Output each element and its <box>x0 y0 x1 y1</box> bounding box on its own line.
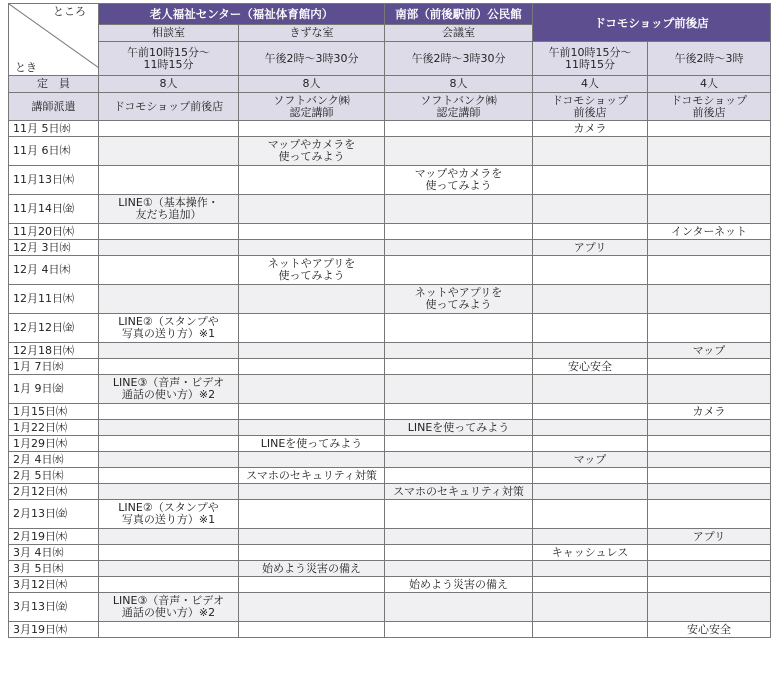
empty-cell <box>239 375 385 404</box>
empty-cell <box>533 593 648 622</box>
empty-cell <box>648 166 771 195</box>
empty-cell <box>533 166 648 195</box>
empty-cell <box>648 468 771 484</box>
empty-cell <box>533 420 648 436</box>
lecturer-name: ドコモショップ前後店 <box>99 93 239 121</box>
empty-cell <box>239 500 385 529</box>
room-header: 相談室 <box>99 25 239 42</box>
empty-cell <box>385 224 533 240</box>
room-header: きずな室 <box>239 25 385 42</box>
session-time: 午前10時15分～ 11時15分 <box>99 42 239 76</box>
empty-cell <box>385 256 533 285</box>
table-row <box>9 195 771 224</box>
empty-cell <box>385 375 533 404</box>
table-row <box>9 593 771 622</box>
date-cell: 2月13日㈮ <box>9 500 99 529</box>
session-time: 午後2時～3時30分 <box>239 42 385 76</box>
empty-cell <box>99 137 239 166</box>
empty-cell <box>99 452 239 468</box>
empty-cell <box>533 314 648 343</box>
empty-cell <box>533 256 648 285</box>
empty-cell <box>385 593 533 622</box>
empty-cell <box>239 593 385 622</box>
empty-cell <box>385 622 533 638</box>
lecturer-name: ドコモショップ 前後店 <box>648 93 771 121</box>
class-topic: LINEを使ってみよう <box>239 436 385 452</box>
empty-cell <box>533 137 648 166</box>
date-cell: 12月12日㈮ <box>9 314 99 343</box>
empty-cell <box>648 359 771 375</box>
empty-cell <box>385 436 533 452</box>
empty-cell <box>239 359 385 375</box>
date-cell: 11月13日㈭ <box>9 166 99 195</box>
corner-place-label: ところ <box>53 5 86 18</box>
class-topic: LINE②（スタンプや 写真の送り方）※1 <box>99 500 239 529</box>
empty-cell <box>385 545 533 561</box>
date-cell: 3月13日㈮ <box>9 593 99 622</box>
class-topic: スマホのセキュリティ対策 <box>385 484 533 500</box>
empty-cell <box>99 561 239 577</box>
date-cell: 2月19日㈭ <box>9 529 99 545</box>
table-row <box>9 375 771 404</box>
date-cell: 1月15日㈭ <box>9 404 99 420</box>
table-row <box>9 256 771 285</box>
empty-cell <box>385 343 533 359</box>
empty-cell <box>239 545 385 561</box>
empty-cell <box>648 195 771 224</box>
date-cell: 12月18日㈭ <box>9 343 99 359</box>
empty-cell <box>239 343 385 359</box>
table-row <box>9 468 771 484</box>
empty-cell <box>385 121 533 137</box>
table-row <box>9 285 771 314</box>
empty-cell <box>533 529 648 545</box>
empty-cell <box>648 577 771 593</box>
empty-cell <box>648 436 771 452</box>
table-row <box>9 622 771 638</box>
empty-cell <box>385 452 533 468</box>
empty-cell <box>385 137 533 166</box>
table-row <box>9 343 771 359</box>
empty-cell <box>239 166 385 195</box>
empty-cell <box>239 240 385 256</box>
empty-cell <box>648 420 771 436</box>
empty-cell <box>533 224 648 240</box>
empty-cell <box>239 224 385 240</box>
empty-cell <box>239 404 385 420</box>
table-row <box>9 121 771 137</box>
empty-cell <box>99 343 239 359</box>
date-cell: 1月 9日㈮ <box>9 375 99 404</box>
capacity-label: 定 員 <box>9 76 99 93</box>
class-topic: LINE①（基本操作・ 友だち追加） <box>99 195 239 224</box>
capacity-value: 4人 <box>533 76 648 93</box>
class-topic: マップ <box>648 343 771 359</box>
empty-cell <box>648 452 771 468</box>
table-corner-header <box>9 4 99 76</box>
table-row <box>9 314 771 343</box>
empty-cell <box>99 577 239 593</box>
empty-cell <box>648 375 771 404</box>
empty-cell <box>99 420 239 436</box>
date-cell: 11月14日㈮ <box>9 195 99 224</box>
empty-cell <box>99 484 239 500</box>
venue-header-south-hall: 南部（前後駅前）公民館 <box>385 4 533 25</box>
table-row <box>9 240 771 256</box>
class-topic: スマホのセキュリティ対策 <box>239 468 385 484</box>
empty-cell <box>648 561 771 577</box>
date-cell: 1月 7日㈬ <box>9 359 99 375</box>
table-row <box>9 137 771 166</box>
empty-cell <box>385 500 533 529</box>
capacity-value: 8人 <box>99 76 239 93</box>
class-topic: 安心安全 <box>648 622 771 638</box>
empty-cell <box>648 484 771 500</box>
empty-cell <box>533 195 648 224</box>
capacity-value: 8人 <box>385 76 533 93</box>
date-cell: 11月 5日㈬ <box>9 121 99 137</box>
empty-cell <box>533 561 648 577</box>
empty-cell <box>533 500 648 529</box>
empty-cell <box>648 314 771 343</box>
empty-cell <box>385 561 533 577</box>
empty-cell <box>99 468 239 484</box>
empty-cell <box>239 452 385 468</box>
class-topic: ネットやアプリを 使ってみよう <box>385 285 533 314</box>
empty-cell <box>533 484 648 500</box>
date-cell: 2月 5日㈭ <box>9 468 99 484</box>
date-cell: 3月19日㈭ <box>9 622 99 638</box>
empty-cell <box>533 285 648 314</box>
date-cell: 1月29日㈭ <box>9 436 99 452</box>
empty-cell <box>385 529 533 545</box>
capacity-value: 8人 <box>239 76 385 93</box>
empty-cell <box>239 622 385 638</box>
empty-cell <box>648 545 771 561</box>
empty-cell <box>648 500 771 529</box>
class-topic: マップやカメラを 使ってみよう <box>239 137 385 166</box>
capacity-value: 4人 <box>648 76 771 93</box>
table-row <box>9 577 771 593</box>
empty-cell <box>239 577 385 593</box>
class-topic: マップ <box>533 452 648 468</box>
empty-cell <box>239 484 385 500</box>
class-topic: 始めよう災害の備え <box>239 561 385 577</box>
corner-time-label: とき <box>15 61 37 74</box>
class-topic: LINE②（スタンプや 写真の送り方）※1 <box>99 314 239 343</box>
empty-cell <box>648 121 771 137</box>
class-topic: アプリ <box>648 529 771 545</box>
lecturer-name: ドコモショップ 前後店 <box>533 93 648 121</box>
empty-cell <box>648 285 771 314</box>
lecturer-label: 講師派遣 <box>9 93 99 121</box>
table-row <box>9 484 771 500</box>
class-topic: マップやカメラを 使ってみよう <box>385 166 533 195</box>
empty-cell <box>385 359 533 375</box>
empty-cell <box>533 577 648 593</box>
date-cell: 2月12日㈭ <box>9 484 99 500</box>
venue-header-docomo-shop: ドコモショップ前後店 <box>533 4 771 42</box>
room-header: 会議室 <box>385 25 533 42</box>
empty-cell <box>648 256 771 285</box>
empty-cell <box>99 529 239 545</box>
empty-cell <box>239 195 385 224</box>
table-row <box>9 561 771 577</box>
empty-cell <box>99 436 239 452</box>
empty-cell <box>533 468 648 484</box>
session-time: 午後2時～3時 <box>648 42 771 76</box>
date-cell: 3月 5日㈭ <box>9 561 99 577</box>
class-topic: LINE③（音声・ビデオ 通話の使い方）※2 <box>99 593 239 622</box>
table-row <box>9 545 771 561</box>
empty-cell <box>533 343 648 359</box>
class-topic: カメラ <box>533 121 648 137</box>
lecturer-name: ソフトバンク㈱ 認定講師 <box>239 93 385 121</box>
schedule-table <box>8 3 771 638</box>
class-topic: 安心安全 <box>533 359 648 375</box>
date-cell: 12月11日㈭ <box>9 285 99 314</box>
table-row <box>9 166 771 195</box>
session-time: 午前10時15分～ 11時15分 <box>533 42 648 76</box>
empty-cell <box>385 195 533 224</box>
date-cell: 3月12日㈭ <box>9 577 99 593</box>
table-row <box>9 452 771 468</box>
empty-cell <box>99 256 239 285</box>
class-topic: LINEを使ってみよう <box>385 420 533 436</box>
empty-cell <box>533 404 648 420</box>
lecturer-name: ソフトバンク㈱ 認定講師 <box>385 93 533 121</box>
empty-cell <box>99 224 239 240</box>
date-cell: 12月 4日㈭ <box>9 256 99 285</box>
table-row <box>9 404 771 420</box>
empty-cell <box>99 404 239 420</box>
table-row <box>9 500 771 529</box>
empty-cell <box>239 285 385 314</box>
table-row <box>9 359 771 375</box>
session-time: 午後2時～3時30分 <box>385 42 533 76</box>
empty-cell <box>533 436 648 452</box>
empty-cell <box>239 420 385 436</box>
date-cell: 2月 4日㈬ <box>9 452 99 468</box>
empty-cell <box>99 359 239 375</box>
empty-cell <box>99 545 239 561</box>
empty-cell <box>99 622 239 638</box>
empty-cell <box>648 240 771 256</box>
class-topic: アプリ <box>533 240 648 256</box>
empty-cell <box>99 121 239 137</box>
class-topic: ネットやアプリを 使ってみよう <box>239 256 385 285</box>
date-cell: 11月 6日㈭ <box>9 137 99 166</box>
date-cell: 1月22日㈭ <box>9 420 99 436</box>
empty-cell <box>99 166 239 195</box>
class-topic: 始めよう災害の備え <box>385 577 533 593</box>
empty-cell <box>385 240 533 256</box>
date-cell: 11月20日㈭ <box>9 224 99 240</box>
empty-cell <box>533 375 648 404</box>
empty-cell <box>239 314 385 343</box>
table-row <box>9 436 771 452</box>
empty-cell <box>385 468 533 484</box>
table-row <box>9 529 771 545</box>
empty-cell <box>99 285 239 314</box>
empty-cell <box>385 404 533 420</box>
venue-header-welfare-center: 老人福祉センター（福祉体育館内） <box>99 4 385 25</box>
class-topic: LINE③（音声・ビデオ 通話の使い方）※2 <box>99 375 239 404</box>
date-cell: 3月 4日㈬ <box>9 545 99 561</box>
date-cell: 12月 3日㈬ <box>9 240 99 256</box>
empty-cell <box>99 240 239 256</box>
class-topic: カメラ <box>648 404 771 420</box>
empty-cell <box>239 529 385 545</box>
empty-cell <box>648 593 771 622</box>
empty-cell <box>533 622 648 638</box>
class-topic: キャッシュレス <box>533 545 648 561</box>
table-row <box>9 224 771 240</box>
empty-cell <box>239 121 385 137</box>
class-topic: インターネット <box>648 224 771 240</box>
empty-cell <box>385 314 533 343</box>
table-row <box>9 420 771 436</box>
empty-cell <box>648 137 771 166</box>
